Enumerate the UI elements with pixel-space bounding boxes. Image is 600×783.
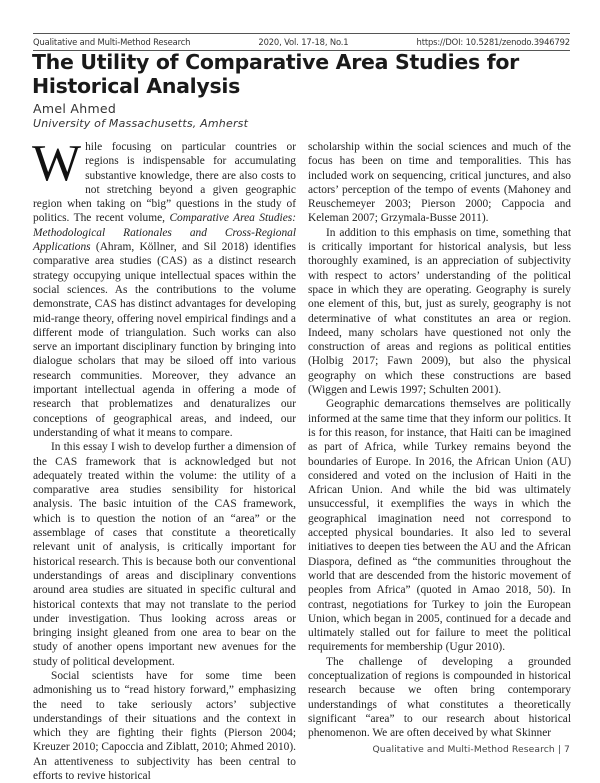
page-footer [372, 744, 570, 755]
paragraph-4: In addition to this emphasis on time, something that is critically important for historical analysis, but less thoroughly examined, is an appreciation of subjectivity with respect to actors’ understanding of the political space in which they are operating. Geography is surely one element of this, but, just as surely, geography is not determinative of what constitutes an area or region. Indeed, many scholars have questioned not only the construction of areas and regions as political entities (Holbig 2017; Fawn 2009), but also the physical geography on which these constructions are based (Wiggen and Lewis 1997; Schulten 2001). [308, 226, 571, 397]
journal-name: Qualitative and Multi-Method Research [33, 37, 191, 47]
doi-link[interactable]: https://DOI: 10.5281/zenodo.3946792 [416, 37, 570, 47]
author-name: Amel Ahmed [33, 101, 117, 116]
paragraph-3: Social scientists have for some time been admonishing us to “read history forward,” emphasizing the need to take seriously actors’ subjective understandings of their situations and the context in which they are fighting their fights (Pierson 2004; Kreuzer 2010; Capoccia and Ziblatt, 2010; Ahmed 2010). An attentiveness to subjectivity has been central to efforts to revive historical [33, 669, 296, 783]
book-title: Comparative Area Studies: Methodological Rationales and Cross-Regional Applications [33, 212, 296, 254]
footer-journal: Qualitative and Multi-Method Research [372, 744, 555, 755]
paragraph-6: The challenge of developing a grounded conceptualization of regions is compounded in historical research because we often bring contemporary understandings of what constitutes a theoretically significant “area” to our research about historical phenomenon. We are often deceived by what Skinner [308, 655, 571, 740]
page-number: 7 [564, 744, 570, 755]
drop-cap: W [32, 135, 82, 192]
author-affiliation: University of Massachusetts, Amherst [33, 117, 249, 130]
paragraph-1 [32, 135, 296, 440]
paragraph-5: Geographic demarcations themselves are politically informed at the same time that they inform our politics. It is for this reason, for instance, that Haiti can be imagined as part of Africa, while Turkey remains beyond the boundaries of Europe. In 2016, the African Union (AU) considered and voted on the inclusion of Haiti in the African Union. And while the bid was ultimately unsuccessful, it exemplifies the ways in which the geographical imagination need not correspond to accepted physical boundaries. It also led to several initiatives to deepen ties between the AU and the African Diaspora, defined as “the communities throughout the world that are descended from the historic movement of peoples from Africa” (quoted in Amao 2018, 50). In contrast, negotiations for Turkey to join the European Union, which began in 2005, continued for a decade and ultimately stalled out for failure to meet the political requirements for membership (Ugur 2010). [308, 398, 571, 654]
paragraph-1-tail: (Ahram, Köllner, and Sil 2018) identifies comparative area studies (CAS) as a distinct research strategy occupying unique intellectual spaces within the social sciences. As the contributions to the volume demonstrate, CAS has distinct advantages for developing mid-range theory, offering novel empirical findings and a different mode of triangulation. Such works can also serve an important disciplinary function by bringing into dialogue scholars that may be siloed off into various research communities. Moreover, they advance an important intellectual agenda in offering a mode of research that problematizes and denaturalizes our conceptions of geographical areas, and indeed, our understanding of what it means to compare. [33, 241, 296, 439]
left-column [32, 135, 296, 783]
running-head [33, 33, 570, 51]
volume-info: 2020, Vol. 17-18, No.1 [258, 37, 349, 47]
paragraph-3-continued: scholarship within the social sciences and much of the focus has been on time and temporalities. This has included work on sequencing, critical junctures, and also actors’ perception of the tempo of events (Mahoney and Reuschemeyer 2003; Pierson 2000; Cappocia and Keleman 2007; Grzymala-Busse 2011). [308, 141, 571, 225]
paragraph-2: In this essay I wish to develop further a dimension of the CAS framework that is acknowledged but not adequately treated within the volume: the utility of a comparative area studies sensibility for historical analysis. The basic intuition of the CAS framework, which is to question the notion of an “area” or the assemblage of cases that constitute a theoretically relevant unit of analysis, is critically important for historical research. This is because both our conventional understandings of areas and disciplinary conventions around area studies are situated in specific cultural and historical contexts that may not translate to the period under investigation. Thus looking across areas or bringing insight gleaned from one area to bear on the study of another opens important new avenues for the study of political development. [33, 441, 296, 668]
right-column [308, 140, 571, 740]
article-title: The Utility of Comparative Area Studies for Historical Analysis [32, 50, 519, 98]
footer-separator: | [557, 744, 562, 755]
paragraph-1-lead: hile focusing on particular countries or regions is indispensable for accumulating substantive knowledge, there are also costs to not stretching beyond a given geographic region when taking on “big” questions in the study of politics. The recent volume, [33, 141, 296, 225]
